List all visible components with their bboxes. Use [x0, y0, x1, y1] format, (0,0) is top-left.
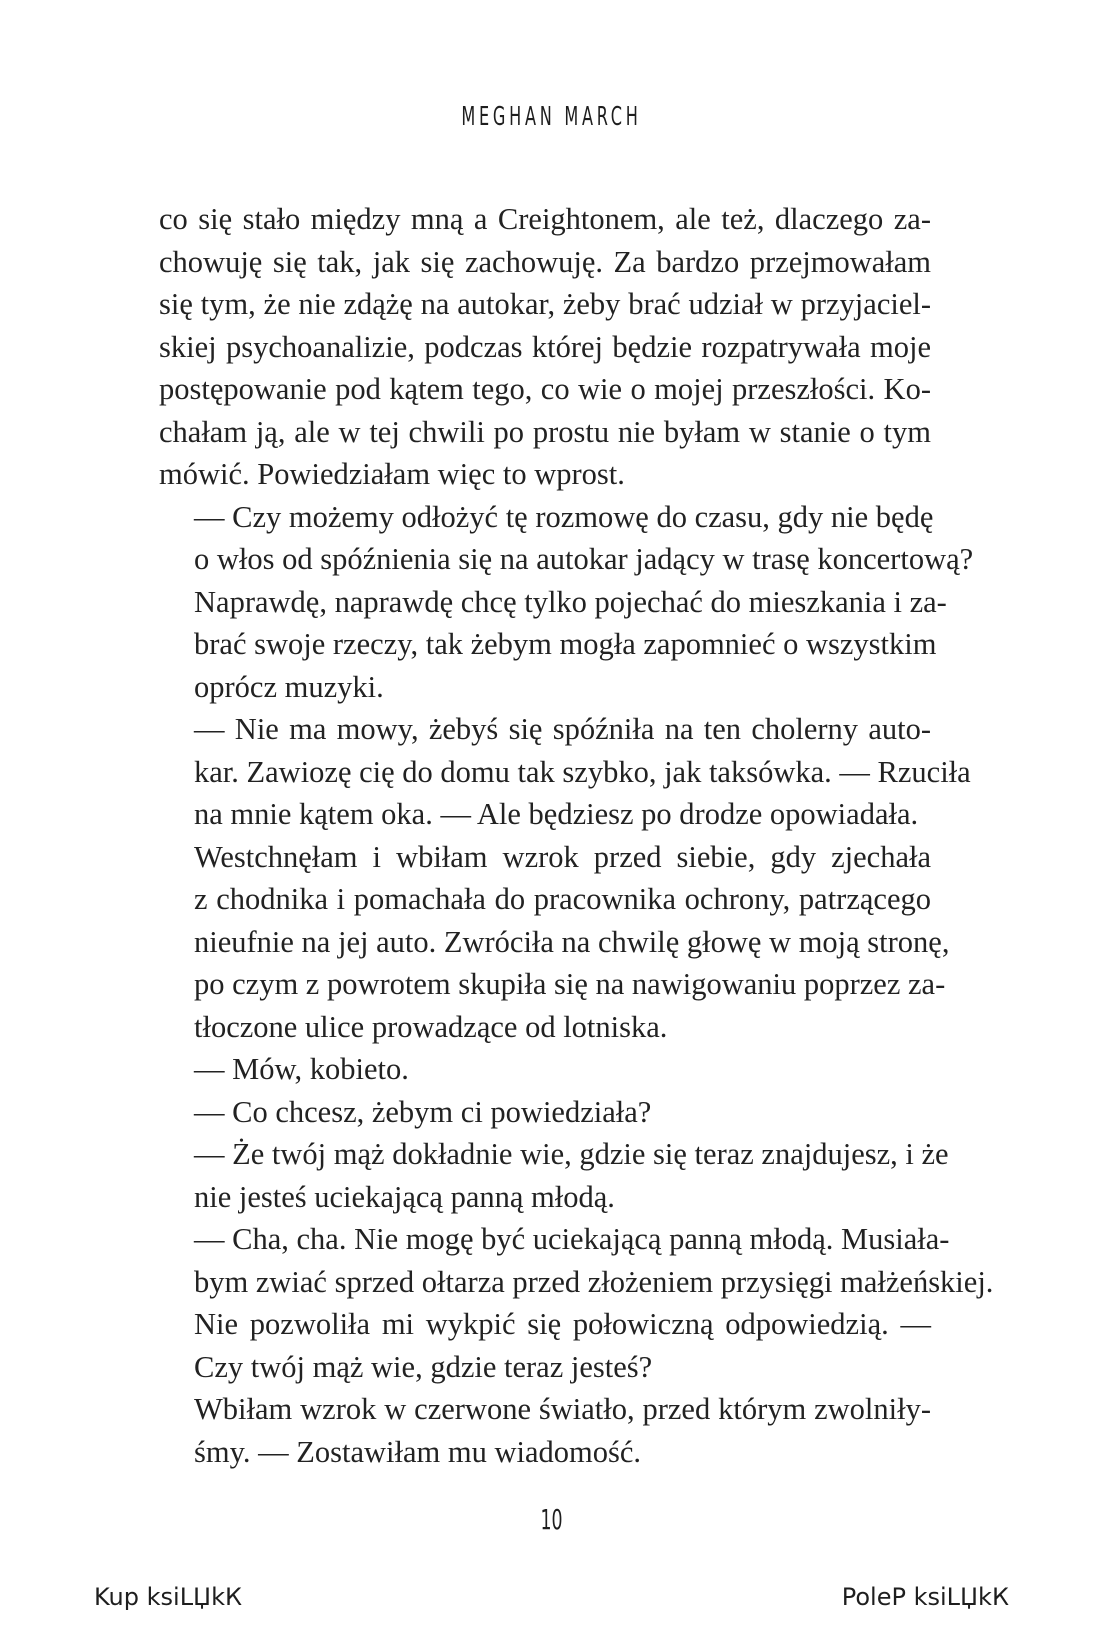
text-body [159, 198, 994, 1473]
paragraph [159, 836, 950, 1049]
text-line: nieufnie na jej auto. Zwróciła na chwilę głowę w moją stronę, [194, 924, 950, 959]
text-line: po czym z powrotem skupiła się na nawigowaniu poprzez za- [194, 967, 946, 1001]
text-line: mówić. Powiedziałam więc to wprost. [159, 457, 625, 491]
text-line: bym zwiać sprzed ołtarza przed złożeniem przysięgi małżeńskiej. [194, 1264, 994, 1299]
paragraph [159, 1091, 931, 1134]
page-number: 10 [540, 1503, 563, 1536]
text-line: — Nie ma mowy, żebyś się spóźniła na ten cholerny auto- [194, 712, 931, 746]
text-line: — Co chcesz, żebym ci powiedziała? [194, 1094, 652, 1129]
paragraph [159, 496, 974, 709]
text-line: oprócz muzyki. [194, 669, 384, 704]
text-line: Czy twój mąż wie, gdzie teraz jesteś? [194, 1349, 653, 1384]
text-line: kar. Zawiozę cię do domu tak szybko, jak taksówka. — Rzuciła [194, 754, 971, 789]
paragraph [159, 1303, 931, 1388]
text-line: na mnie kątem oka. — Ale będziesz po drodze opowiadała. [194, 797, 919, 831]
text-line: — Cha, cha. Nie mogę być uciekającą panną młodą. Musiała- [194, 1222, 950, 1256]
recommend-book-link[interactable]: PoleР ksiLЏkК [841, 1583, 1009, 1611]
text-line: chowuję się tak, jak się zachowuję. Za bardzo przejmowałam [159, 244, 931, 279]
text-line: Naprawdę, naprawdę chcę tylko pojechać do mieszkania i za- [194, 584, 947, 619]
paragraph [159, 708, 971, 836]
paragraph [159, 198, 931, 496]
text-line: Westchnęłam i wbiłam wzrok przed siebie, gdy zjechała [194, 839, 931, 874]
paragraph [159, 1218, 994, 1303]
text-line: skiej psychoanalizie, podczas której będzie rozpatrywała moje [159, 329, 931, 364]
text-line: — Że twój mąż dokładnie wie, gdzie się teraz znajdujesz, i że [194, 1137, 949, 1171]
text-line: śmy. — Zostawiłam mu wiadomość. [194, 1434, 642, 1469]
text-line: co się stało między mną a Creightonem, ale też, dlaczego za- [159, 202, 931, 236]
paragraph [159, 1048, 931, 1091]
text-line: o włos od spóźnienia się na autokar jadący w trasę koncertową? [194, 542, 974, 576]
text-line: — Czy możemy odłożyć tę rozmowę do czasu, gdy nie będę [194, 499, 934, 534]
buy-book-link[interactable]: Kup ksiLЏkК [94, 1583, 243, 1611]
text-line: postępowanie pod kątem tego, co wie o mojej przeszłości. Ko- [159, 372, 931, 406]
text-line: — Mów, kobieto. [194, 1052, 409, 1086]
text-line: nie jesteś uciekającą panną młodą. [194, 1179, 615, 1214]
text-line: tłoczone ulice prowadzące od lotniska. [194, 1009, 668, 1044]
text-line: się tym, że nie zdążę na autokar, żeby brać udział w przyjaciel- [159, 287, 931, 321]
paragraph [159, 1388, 931, 1473]
text-line: Nie pozwoliła mi wykpić się połowiczną odpowiedzią. — [194, 1307, 931, 1341]
text-line: chałam ją, ale w tej chwili po prostu nie byłam w stanie o tym [159, 414, 931, 449]
text-line: z chodnika i pomachała do pracownika ochrony, patrzącego [194, 882, 931, 916]
paragraph [159, 1133, 949, 1218]
running-header: MEGHAN MARCH [461, 102, 642, 132]
text-line: brać swoje rzeczy, tak żebym mogła zapomnieć o wszystkim [194, 627, 937, 661]
text-line: Wbiłam wzrok w czerwone światło, przed którym zwolniły- [194, 1392, 931, 1426]
